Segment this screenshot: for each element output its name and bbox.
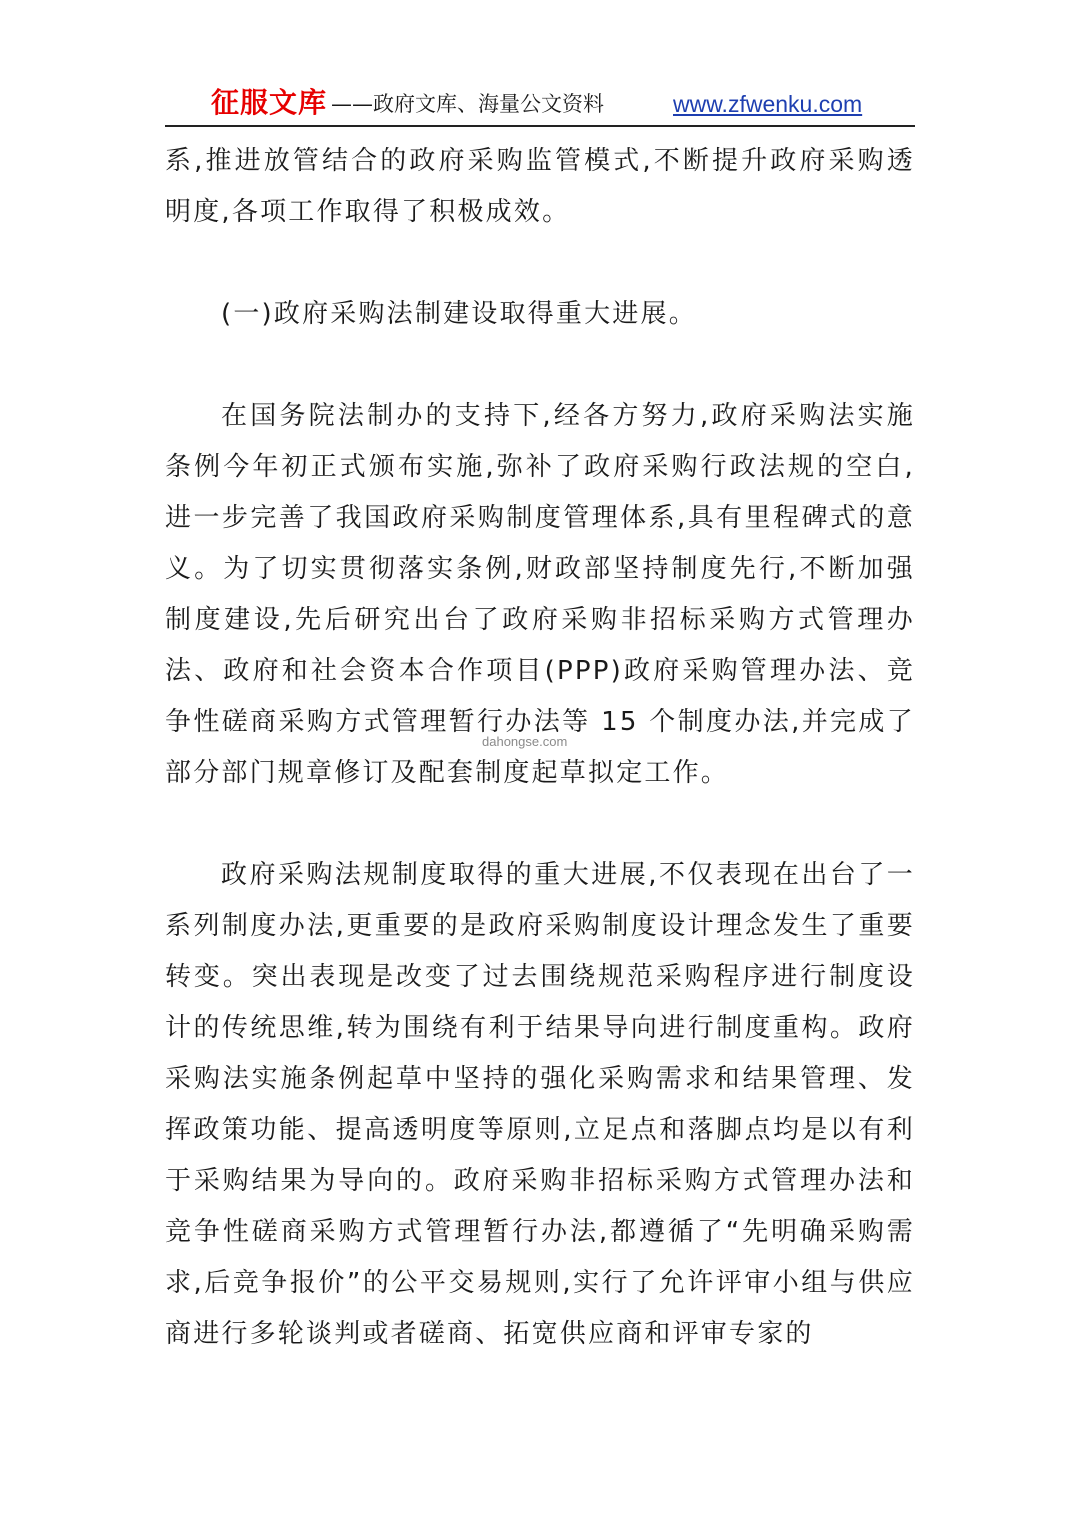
watermark-text: dahongse.com <box>482 734 568 749</box>
paragraph-continuation: 系,推进放管结合的政府采购监管模式,不断提升政府采购透明度,各项工作取得了积极成效。 <box>165 146 915 227</box>
paragraph: 政府采购法规制度取得的重大进展,不仅表现在出台了一系列制度办法,更重要的是政府采购制度设计理念发生了重要转变。突出表现是改变了过去围绕规范采购程序进行制度设计的传统思维,转为围绕有利于结果导向进行制度重构。政府采购法实施条例起草中坚持的强化采购需求和结果管理、发挥政策功能、提高透明度等原则,立足点和落脚点均是以有利于采购结果为导向的。政府采购非招标采购方式管理办法和竞争性磋商采购方式管理暂行办法,都遵循了“先明确采购需求,后竞争报价”的公平交易规则,实行了允许评审小组与供应商进行多轮谈判或者磋商、拓宽供应商和评审专家的 <box>165 860 915 1349</box>
brand-logo-text: 征服文库 <box>211 86 328 119</box>
site-url-link[interactable]: www.zfwenku.com <box>673 91 863 117</box>
paragraph-gap <box>165 799 915 850</box>
section-heading: (一)政府采购法制建设取得重大进展。 <box>221 299 697 329</box>
paragraph-gap <box>165 238 915 289</box>
paragraph: 在国务院法制办的支持下,经各方努力,政府采购法实施条例今年初正式颁布实施,弥补了政府采购行政法规的空白,进一步完善了我国政府采购制度管理体系,具有里程碑式的意义。为了切实贯彻落实条例,财政部坚持制度先行,不断加强制度建设,先后研究出台了政府采购非招标采购方式管理办法、政府和社会资本合作项目(PPP)政府采购管理办法、竞争性磋商采购方式管理暂行办法等 15 个制度办法,并完成了部分部门规章修订及配套制度起草拟定工作。 <box>165 401 915 788</box>
paragraph-gap <box>165 340 915 391</box>
page-header <box>165 86 915 122</box>
header-slogan: ——政府文库、海量公文资料 <box>331 92 604 116</box>
header-divider <box>165 125 915 127</box>
